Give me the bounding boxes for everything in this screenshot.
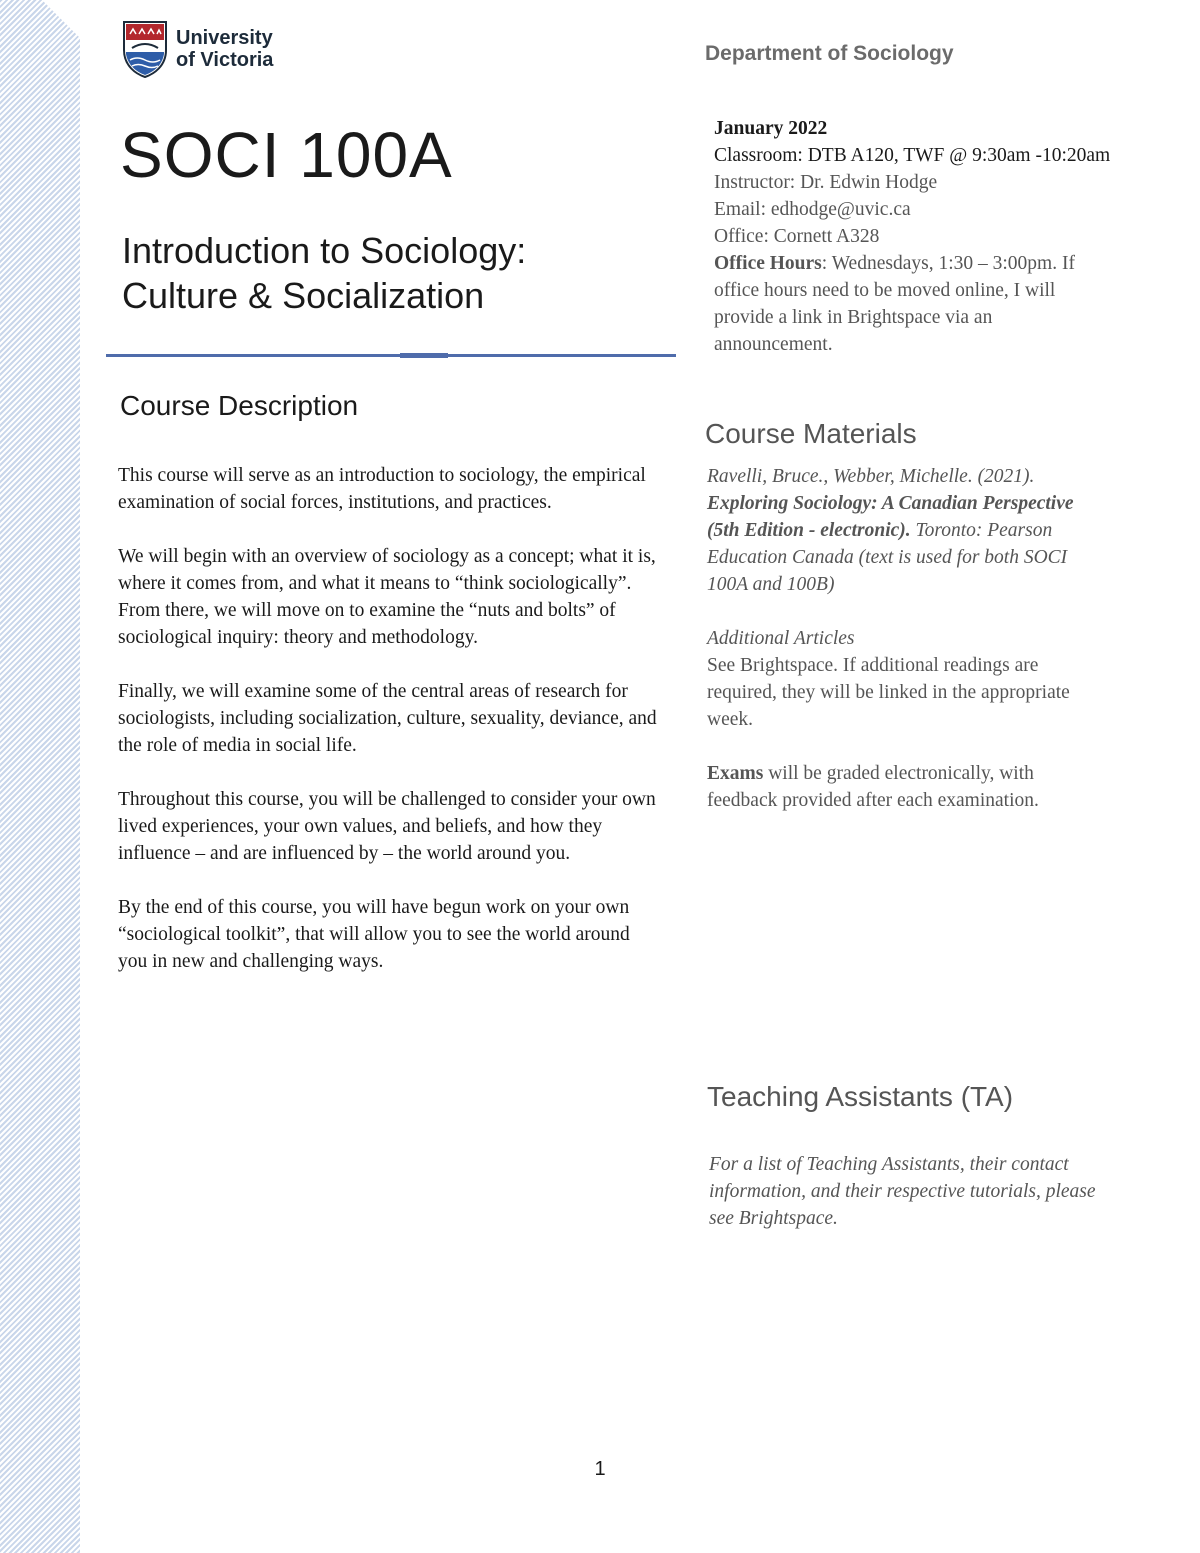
course-description-heading: Course Description (120, 390, 359, 421)
department-name: Department of Sociology (705, 42, 954, 65)
course-title (122, 228, 526, 318)
course-materials (707, 463, 1107, 841)
description-paragraph: We will begin with an overview of sociology as a concept; what it is, where it comes from, and what it means to “think sociologically”. From there, we will move on to examine the “nuts and bolts” of sociological inquiry: theory and methodology. (118, 546, 656, 648)
teaching-assistants-text: For a list of Teaching Assistants, their contact information, and their respective tutorials, please see Brightspace. (709, 1154, 1096, 1229)
teaching-assistants-heading: Teaching Assistants (TA) (707, 1081, 1014, 1112)
uvic-crest-icon (122, 20, 168, 78)
textbook-citation: Ravelli, Bruce., Webber, Michelle. (2021). Exploring Sociology: A Canadian Perspective (5th Edition - electronic). Toronto: Pearson Education Canada (text is used for both SOCI 100A and 100B) (707, 466, 1074, 595)
email: Email: edhodge@uvic.ca (714, 199, 911, 220)
description-paragraph: Throughout this course, you will be challenged to consider your own lived experiences, your own values, and beliefs, and how they influence – and are influenced by – the world around you. (118, 789, 656, 864)
title-divider-accent (400, 353, 448, 358)
additional-articles (707, 625, 1107, 733)
exams-label: Exams (707, 763, 764, 784)
university-logo (122, 20, 273, 78)
office-hours (714, 250, 1114, 358)
description-paragraph: By the end of this course, you will have begun work on your own “sociological toolkit”, that will allow you to see the world around you in new and challenging ways. (118, 897, 630, 972)
description-paragraph: Finally, we will examine some of the central areas of research for sociologists, including socialization, culture, sexuality, deviance, and the role of media in social life. (118, 681, 657, 756)
logo-line-2: of Victoria (176, 49, 274, 71)
office: Office: Cornett A328 (714, 226, 880, 247)
office-hours-label: Office Hours (714, 253, 822, 274)
course-info (714, 115, 1114, 358)
exams-note (707, 760, 1107, 814)
additional-articles-label: Additional Articles (707, 628, 855, 649)
office-hours-text: : Wednesdays, 1:30 – 3:00pm. If office hours need to be moved online, I will provide a link in Brightspace via an announcement. (714, 253, 1075, 355)
page-number: 1 (594, 1458, 606, 1480)
additional-articles-text: See Brightspace. If additional readings are required, they will be linked in the appropriate week. (707, 655, 1070, 730)
course-code: SOCI 100A (120, 119, 453, 191)
description-paragraph: This course will serve as an introduction to sociology, the empirical examination of social forces, institutions, and practices. (118, 465, 646, 513)
course-description (118, 462, 663, 1002)
title-divider (106, 354, 676, 357)
term: January 2022 (714, 118, 828, 139)
textbook-title: Exploring Sociology: A Canadian Perspective (5th Edition - electronic). (707, 493, 1074, 541)
university-name (176, 27, 273, 71)
logo-line-1: University (176, 27, 273, 49)
course-title-line-1: Introduction to Sociology: (122, 230, 527, 271)
course-materials-heading: Course Materials (705, 418, 917, 449)
course-title-line-2: Culture & Socialization (122, 275, 485, 316)
classroom: Classroom: DTB A120, TWF @ 9:30am -10:20am (714, 145, 1111, 166)
exams-text: will be graded electronically, with feedback provided after each examination. (707, 763, 1039, 811)
instructor: Instructor: Dr. Edwin Hodge (714, 172, 938, 193)
decorative-side-stripe (0, 0, 80, 1553)
